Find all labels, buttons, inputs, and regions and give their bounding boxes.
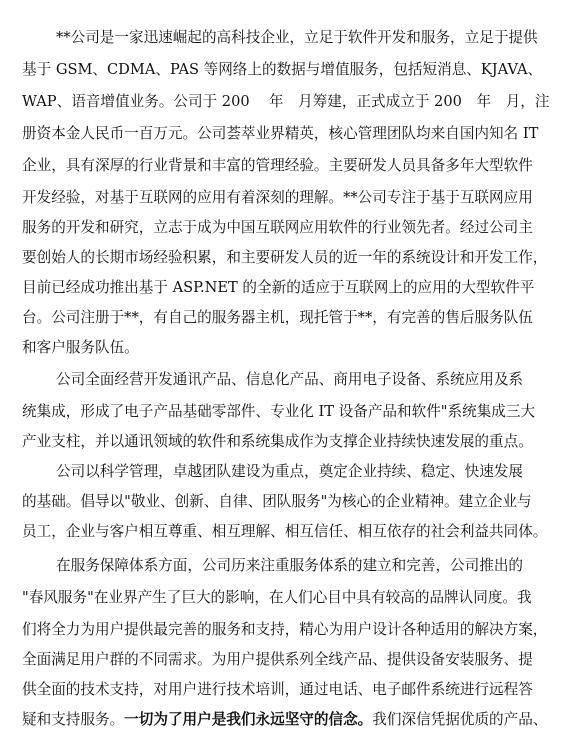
text-line: 基于 GSM、CDMA、PAS 等网络上的数据与增值服务，包括短消息、KJAVA、	[22, 61, 543, 78]
text-line: 公司以科学管理，卓越团队建设为重点，奠定企业持续、稳定、快速发展	[56, 463, 524, 480]
text-line: 员工，企业与客户相互尊重、相互理解、相互信任、相互依存的社会利益共同体。	[22, 523, 548, 540]
text-line: 和客户服务队伍。	[22, 339, 139, 356]
text-line: 目前已经成功推出基于 ASP.NET 的全新的适应于互联网上的应用的大型软件平	[22, 279, 535, 296]
text-line: 供全面的技术支持，对用户进行技术培训，通过电话、电子邮件系统进行远程答	[22, 681, 533, 698]
text-line: 公司全面经营开发通讯产品、信息化产品、商用电子设备、系统应用及系	[56, 371, 524, 388]
text-line: "春风服务"在业界产生了巨大的影响，在人们心目中具有较高的品牌认同度。我	[22, 589, 532, 606]
text-line: 们将全力为用户提供最完善的服务和支持，精心为用户设计各种适用的解决方案，	[22, 621, 548, 638]
text-line: 开发经验，对基于互联网的应用有着深刻的理解。**公司专注于基于互联网应用	[22, 189, 533, 206]
text-line: 企业，具有深厚的行业背景和丰富的管理经验。主要研发人员具备多年大型软件	[22, 157, 533, 174]
text-line: 产业支柱，并以通讯领域的软件和系统集成作为支撑企业持续快速发展的重点。	[22, 433, 533, 450]
text-run: 疑和支持服务。	[22, 711, 125, 728]
text-line: 服务的开发和研究，立志于成为中国互联网应用软件的行业领先者。经过公司主	[22, 219, 533, 236]
text-line: WAP、语音增值业务。公司于 200 年 月筹建，正式成立于 200 年 月，注	[22, 93, 550, 110]
text-line: 的基础。倡导以"敬业、创新、自律、团队服务"为核心的企业精神。建立企业与	[22, 493, 532, 510]
text-line: 要创始人的长期市场经验积累，和主要研发人员的近一年的系统设计和开发工作，	[22, 249, 548, 266]
text-line-last	[22, 710, 547, 730]
bold-text-run: 一切为了用户是我们永远坚守的信念。	[124, 711, 373, 728]
text-line: 统集成，形成了电子产品基础零部件、专业化 IT 设备产品和软件"系统集成三大	[22, 403, 536, 420]
text-run: 我们深信凭据优质的产品、	[372, 711, 548, 728]
text-line: 在服务保障体系方面，公司历来注重服务体系的建立和完善，公司推出的	[56, 557, 524, 574]
text-line: 册资本金人民币一百万元。公司荟萃业界精英，核心管理团队均来自国内知名 IT	[22, 125, 539, 142]
text-line: 台。公司注册于**，有自己的服务器主机，现托管于**，有完善的售后服务队伍	[22, 309, 533, 326]
text-line: 全面满足用户群的不同需求。为用户提供系列全线产品、提供设备安装服务、提	[22, 651, 533, 668]
text-line: **公司是一家迅速崛起的高科技企业，立足于软件开发和服务，立足于提供	[56, 29, 538, 46]
